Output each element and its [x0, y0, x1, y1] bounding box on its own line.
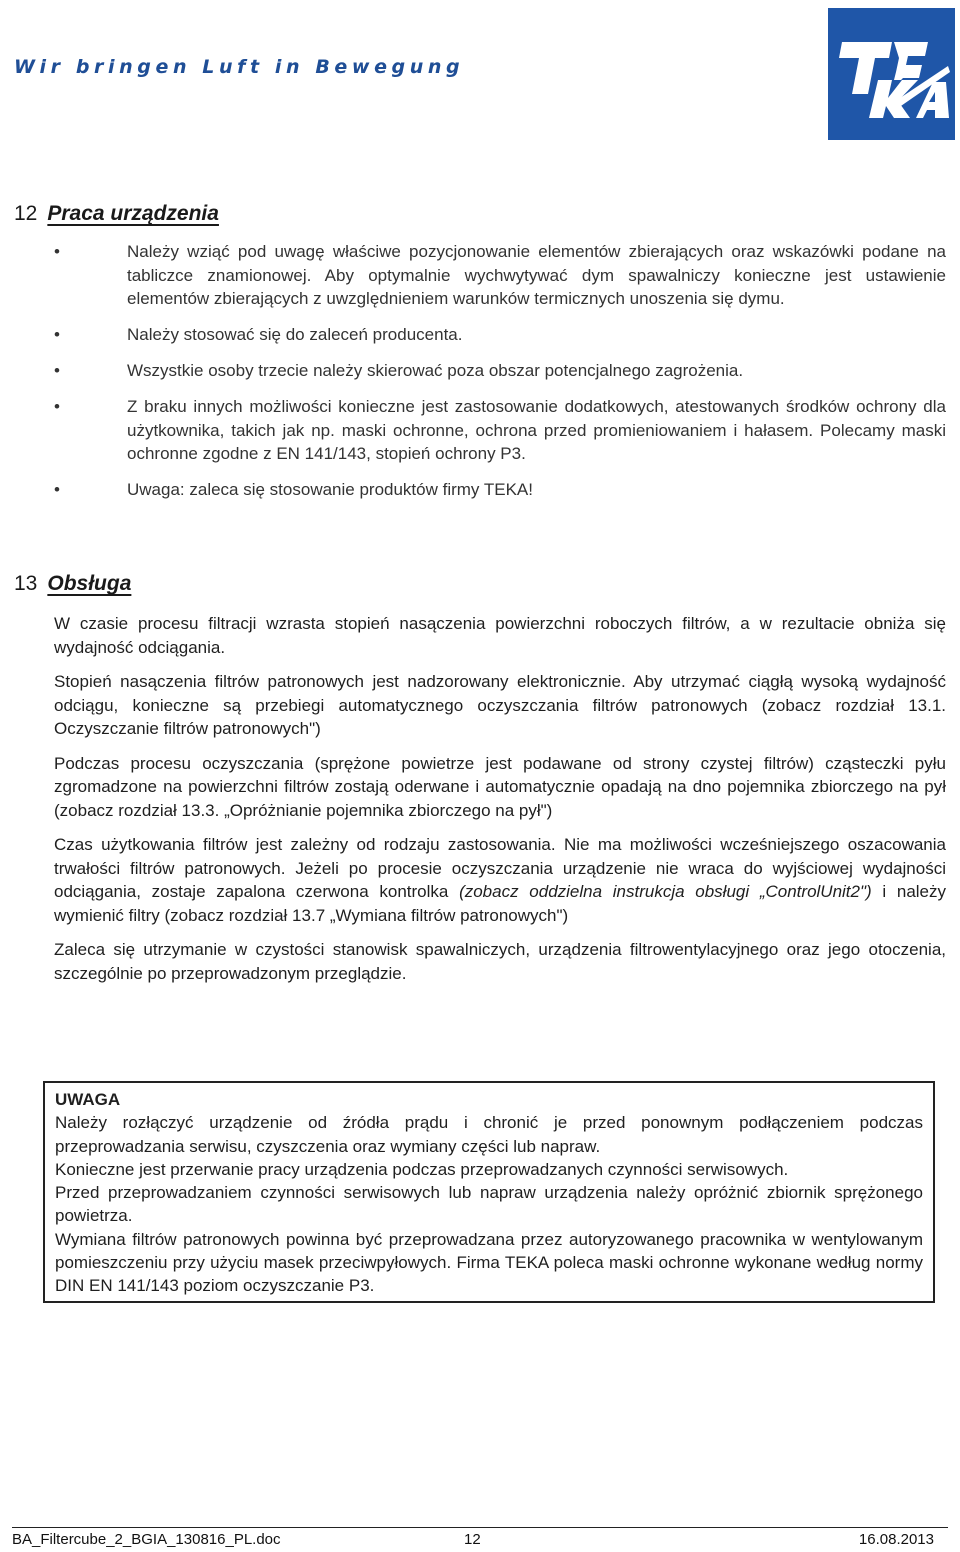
bullet-icon: •	[54, 397, 60, 416]
paragraph: Zaleca się utrzymanie w czystości stanowisk spawalniczych, urządzenia filtrowentylacyjnego oraz jego otoczenia, szczególnie po przeprowadzonym przeglądzie.	[54, 940, 946, 983]
bullet-icon: •	[54, 361, 60, 380]
warning-title: UWAGA	[55, 1090, 121, 1109]
paragraph: Podczas procesu oczyszczania (sprężone powietrze jest podawane od strony czystej filtrów) cząsteczki pyłu zgromadzone na powierzchni filtrów zostają oderwane i automatycznie opadają na dno pojemnika zbiorczego na pył (zobacz rozdział 13.3. „Opróżnianie pojemnika zbiorczego na pył")	[54, 753, 946, 820]
warning-line: Przed przeprowadzaniem czynności serwisowych lub napraw urządzenia należy opróżnić zbiornik sprężonego powietrza.	[55, 1183, 923, 1226]
section-13-number: 13	[14, 572, 38, 595]
section-12-bullet-list	[54, 240, 946, 514]
section-13-heading	[14, 572, 131, 596]
section-13-body	[54, 612, 946, 996]
list-item-text: Z braku innych możliwości konieczne jest zastosowanie dodatkowych, atestowanych środków ochrony dla użytkownika, takich jak np. maski ochronne, ochrona przed promieniowaniem i hałasem. Polecamy maski ochronne zgodne z EN 141/143, stopień ochrony P3.	[127, 397, 946, 463]
section-13-title: Obsługa	[47, 572, 132, 595]
footer-page-number: 12	[464, 1531, 481, 1548]
warning-line: Konieczne jest przerwanie pracy urządzenia podczas przeprowadzanych czynności serwisowych.	[55, 1159, 789, 1179]
list-item-text: Uwaga: zaleca się stosowanie produktów firmy TEKA!	[127, 480, 533, 499]
page-footer	[12, 1527, 948, 1548]
list-item	[54, 359, 946, 383]
list-item-text: Należy stosować się do zaleceń producenta.	[127, 325, 463, 344]
paragraph-text: i należy wymienić filtry (zobacz rozdział 13.7 „Wymiana filtrów patronowych")	[54, 882, 947, 925]
bullet-icon: •	[54, 480, 60, 499]
footer-filename: BA_Filtercube_2_BGIA_130816_PL.doc	[12, 1531, 281, 1548]
paragraph-italic-reference: (zobacz oddzielna instrukcja obsługi „ControlUnit2")	[459, 882, 872, 901]
list-item-text: Należy wziąć pod uwagę właściwe pozycjonowanie elementów zbierających oraz wskazówki podane na tabliczce znamionowej. Aby optymalnie wychwytywać dym spawalniczy konieczne jest ustawienie elementów zbierających z uwzględnieniem warunków termicznych unoszenia się dymu.	[127, 242, 946, 308]
list-item	[54, 395, 946, 466]
paragraph: Stopień nasączenia filtrów patronowych jest nadzorowany elektronicznie. Aby utrzymać ciągłą wysoką wydajność odciągu, konieczne są przebiegi automatycznego oczyszczania filtrów patronowych (zobacz rozdział 13.1. Oczyszczanie filtrów patronowych")	[54, 672, 946, 738]
warning-line: Należy rozłączyć urządzenie od źródła prądu i chronić je przed ponownym podłączeniem podczas przeprowadzania serwisu, czyszczenia oraz wymiany części lub napraw.	[55, 1113, 923, 1156]
bullet-icon: •	[54, 325, 60, 344]
bullet-icon: •	[54, 242, 60, 261]
list-item	[54, 478, 946, 502]
teka-logo	[828, 8, 955, 140]
section-12-heading	[14, 202, 219, 226]
section-12-title: Praca urządzenia	[47, 202, 219, 225]
list-item	[54, 240, 946, 311]
list-item	[54, 323, 946, 347]
company-tagline: Wir bringen Luft in Bewegung	[14, 56, 465, 78]
paragraph-text: Czas użytkowania filtrów jest zależny od rodzaju zastosowania. Nie ma możliwości wcześniejszego oszacowania trwałości filtrów patronowych. Jeżeli po procesie oczyszczania urządzenie nie wraca do wyjściowej wydajności odciągania, zostaje zapalona czerwona kontrolka	[54, 835, 946, 901]
section-12-number: 12	[14, 202, 38, 225]
teka-logo-mark	[828, 8, 955, 140]
list-item-text: Wszystkie osoby trzecie należy skierować poza obszar potencjalnego zagrożenia.	[127, 361, 744, 380]
warning-box	[43, 1081, 935, 1303]
warning-line: Wymiana filtrów patronowych powinna być przeprowadzana przez autoryzowanego pracownika w wentylowanym pomieszczeniu przy użyciu masek przeciwpyłowych. Firma TEKA poleca maski ochronne wykonane według normy DIN EN 141/143 poziom oczyszczanie P3.	[55, 1229, 923, 1296]
paragraph	[54, 833, 946, 927]
paragraph: W czasie procesu filtracji wzrasta stopień nasączenia powierzchni roboczych filtrów, a w rezultacie obniża się wydajność odciągania.	[54, 614, 946, 657]
footer-date: 16.08.2013	[858, 1531, 934, 1548]
